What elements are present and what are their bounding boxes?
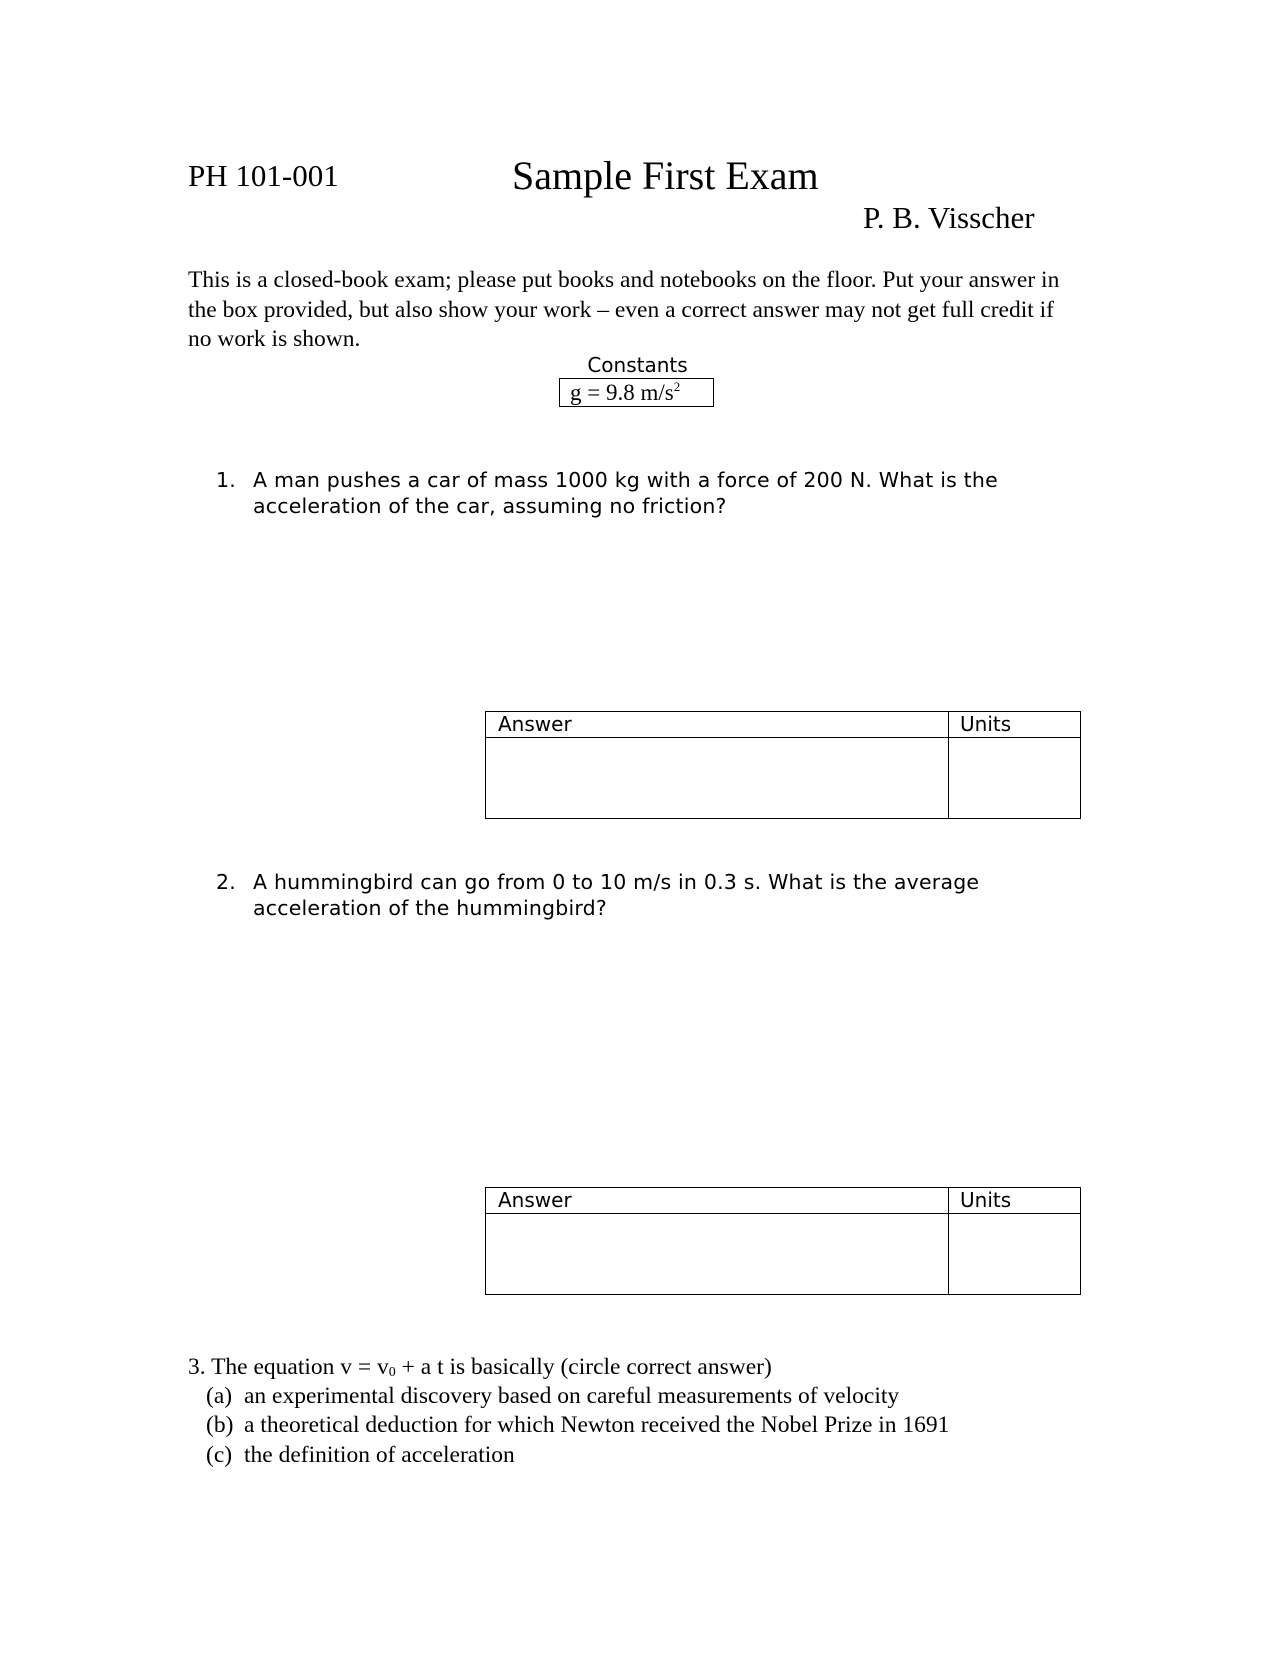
answer-column-divider [948,712,949,818]
option-c-letter[interactable]: (c) [206,1442,233,1468]
answer-label: Answer [498,712,572,736]
question-1-text [253,468,1053,519]
answer-header-rule [486,737,1080,738]
question-1-number: 1. [216,468,236,492]
units-label: Units [960,1188,1012,1212]
option-b-text[interactable]: a theoretical deduction for which Newton received the Nobel Prize in 1691 [244,1412,950,1438]
question-2-answer-box[interactable] [485,1187,1081,1295]
question-2-text [253,870,1053,921]
author-name: P. B. Visscher [863,200,1035,235]
constants-box [559,378,714,407]
exam-instructions: This is a closed-book exam; please put books and notebooks on the floor. Put your answer in the box provided, but also show your work – even a correct answer may not get full credit if no work is shown. [188,267,1060,352]
answer-header-rule [486,1213,1080,1214]
option-a-text[interactable]: an experimental discovery based on careful measurements of velocity [244,1383,900,1409]
question-1-answer-box[interactable] [485,711,1081,819]
question-2-line-2: acceleration of the hummingbird? [253,895,607,920]
gravity-exponent: 2 [673,379,681,394]
question-1-line-2: acceleration of the car, assuming no friction? [253,493,727,518]
answer-column-divider [948,1188,949,1294]
question-3-subscript: 0 [388,1365,396,1380]
page-title: Sample First Exam [512,153,819,198]
option-b-letter[interactable]: (b) [206,1412,234,1438]
gravity-constant: g = 9.8 m/s [570,380,674,405]
constants-label: Constants [587,353,688,377]
answer-label: Answer [498,1188,572,1212]
units-label: Units [960,712,1012,736]
question-3-text [188,1353,772,1383]
question-1-line-1: A man pushes a car of mass 1000 kg with a force of 200 N. What is the [253,468,998,492]
question-3-suffix: + a t is basically (circle correct answer) [395,1354,772,1380]
question-3-prefix: 3. The equation v = v [188,1354,389,1380]
course-code: PH 101-001 [188,158,339,193]
question-2-line-1: A hummingbird can go from 0 to 10 m/s in 0.3 s. What is the average [253,870,980,894]
option-a-letter[interactable]: (a) [206,1383,233,1409]
option-c-text[interactable]: the definition of acceleration [244,1442,515,1468]
question-2-number: 2. [216,870,236,894]
